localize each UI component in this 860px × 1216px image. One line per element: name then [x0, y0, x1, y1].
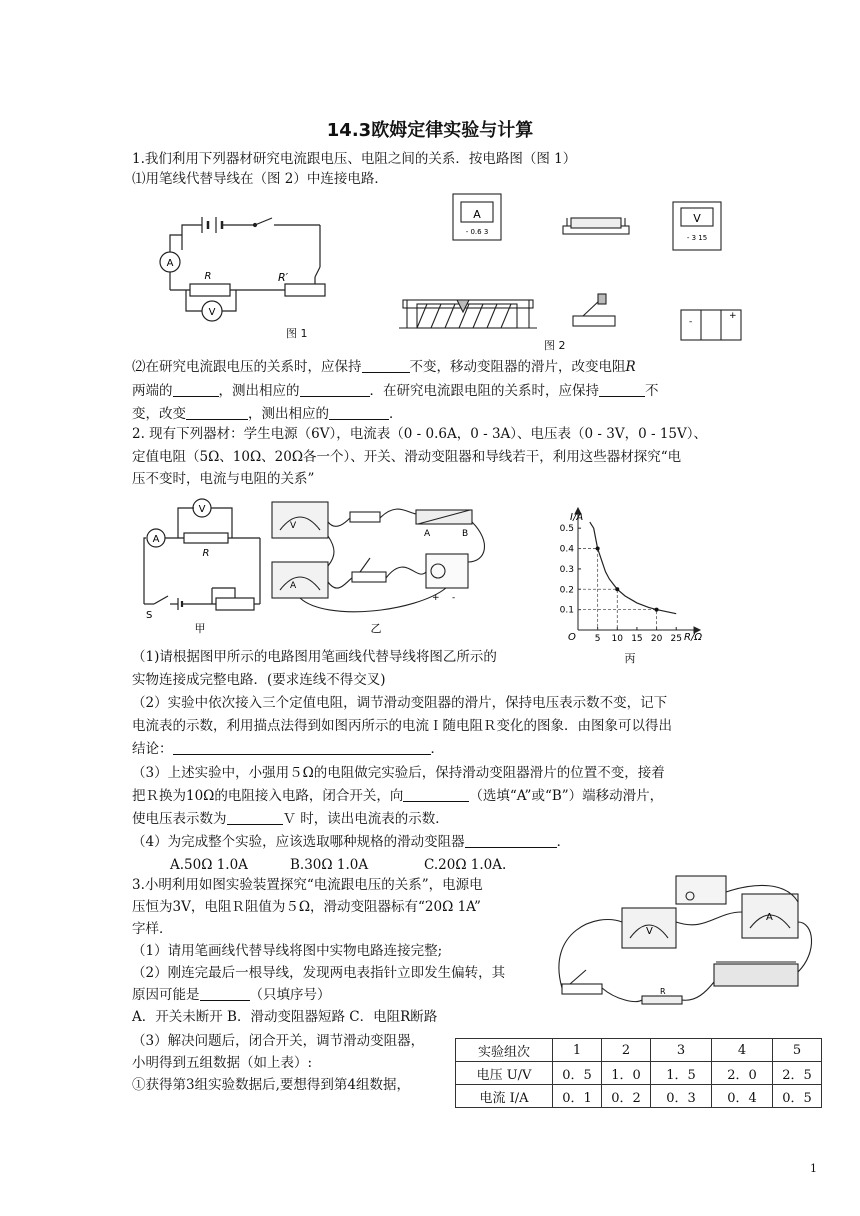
table-header-row: [456, 1039, 822, 1062]
chart-x-tick-label: 5: [594, 634, 601, 644]
fig2-voltmeter-scale: - 3 15: [686, 234, 708, 242]
q3-fig-voltmeter: V: [646, 926, 653, 937]
q3-s1: （1）请用笔画线代替导线将图中实物电路连接完整;: [132, 943, 443, 959]
chart-origin-label: O: [568, 632, 576, 643]
figure-1-circuit: [150, 215, 330, 325]
q2-line2: 定值电阻（5Ω、10Ω、20Ω各一个）、开关、滑动变阻器和导线若干，利用这些器材探究“电: [132, 449, 682, 465]
q2-s2-line3: 结论： ．: [132, 741, 444, 757]
yi-minus-label: -: [452, 593, 456, 603]
fig2-ammeter-scale: - 0.6 3: [465, 228, 489, 236]
chart-data-point: [596, 547, 600, 551]
yi-a-label: A: [424, 529, 431, 539]
q3-s2-line1: （2）刚连完最后一根导线，发现两电表指针立即发生偏转，其: [132, 965, 506, 981]
table-cell: 1: [553, 1039, 602, 1062]
q3-s3-line3: ①获得第3组实验数据后,要想得到第4组数据，: [132, 1077, 410, 1093]
chart-y-tick-label: 0.4: [559, 544, 574, 555]
q2-line1: 2. 现有下列器材：学生电源（6V），电流表（0 - 0.6A，0 - 3A）、电压表（0 - 3V，0 - 15V）、: [132, 426, 708, 442]
q3-s2-line2: 原因可能是 （只填序号）: [132, 987, 331, 1003]
fig1-voltmeter-label: V: [208, 307, 216, 318]
figure-jia-circuit: [132, 496, 268, 636]
table-cell: 0．1: [553, 1085, 602, 1108]
yi-ammeter-label: A: [290, 581, 297, 591]
fig1-resistor-label: R: [204, 271, 212, 282]
q2-option-c: C.20Ω 1.0A.: [424, 857, 507, 873]
q2-s2-line2: 电流表的示数，利用描点法得到如图丙所示的电流Ｉ随电阻Ｒ变化的图象．由图象可以得出: [132, 718, 672, 734]
q2-s3-line2: 把Ｒ换为10Ω的电阻接入电路，闭合开关，向 （选填“A”或“B”）端移动滑片，: [132, 788, 664, 804]
chart-x-tick-label: 25: [670, 634, 682, 644]
table-row: [456, 1062, 822, 1085]
chart-y-tick-label: 0.1: [559, 605, 574, 616]
yi-voltmeter-label: V: [290, 521, 297, 531]
answer-blank[interactable]: [362, 358, 410, 373]
table-cell: 电流 I/A: [456, 1085, 553, 1108]
fig1-rheostat-label: R′: [278, 271, 289, 284]
yi-plus-label: +: [432, 593, 440, 603]
q2-option-b: B.30Ω 1.0A: [290, 857, 369, 873]
jia-ammeter-label: A: [152, 534, 160, 545]
yi-b-label: B: [462, 529, 469, 539]
jia-resistor-label: R: [202, 548, 210, 559]
q3-fig-ammeter: A: [766, 912, 773, 923]
chart-data-point: [615, 587, 619, 591]
jia-voltmeter-label: V: [198, 504, 206, 515]
table-cell: 2: [602, 1039, 651, 1062]
answer-blank[interactable]: [300, 382, 370, 397]
q3-fig-resistor: R: [660, 987, 666, 996]
bing-caption: 丙: [624, 652, 636, 665]
table-cell: 3: [651, 1039, 712, 1062]
answer-blank[interactable]: [173, 740, 431, 755]
fig1-ammeter-label: A: [166, 258, 174, 269]
q2-s4-line1: （4）为完成整个实验，应该选取哪种规格的滑动变阻器 ．: [132, 834, 571, 850]
answer-blank[interactable]: [200, 986, 250, 1001]
answer-blank[interactable]: [403, 787, 469, 802]
table-cell: 1．0: [602, 1062, 651, 1085]
table-cell: 0．4: [712, 1085, 773, 1108]
table-cell: 电压 U/V: [456, 1062, 553, 1085]
fig2-battery-minus: -: [689, 317, 693, 327]
answer-blank[interactable]: [329, 405, 389, 420]
table-cell: 1．5: [651, 1062, 712, 1085]
q1-line1: 1.我们利用下列器材研究电流跟电压、电阻之间的关系．按电路图（图 1）: [132, 151, 577, 167]
chart-x-tick-label: 10: [611, 634, 624, 644]
answer-blank[interactable]: [186, 405, 248, 420]
chart-xlabel: R/Ω: [684, 632, 702, 643]
chart-y-tick-label: 0.5: [559, 524, 574, 535]
table-cell: 5: [773, 1039, 822, 1062]
chart-data-point: [655, 608, 659, 612]
chart-series-curve: [590, 522, 676, 614]
chart-ylabel: I/A: [570, 512, 584, 523]
fig2-battery-plus: +: [729, 311, 737, 321]
q2-s3-line1: （3）上述实验中，小强用５Ω的电阻做完实验后，保持滑动变阻器滑片的位置不变，接着: [132, 765, 665, 781]
figure-q3-apparatus: [556, 872, 818, 1022]
yi-caption: 乙: [370, 622, 382, 635]
table-cell: 0．3: [651, 1085, 712, 1108]
q1-part2-line3: 变，改变 ，测出相应的 ．: [132, 406, 403, 422]
fig1-caption: 图 1: [286, 327, 308, 340]
chart-x-tick-label: 20: [650, 634, 663, 644]
fig2-voltmeter-label: V: [693, 212, 701, 225]
table-cell: 4: [712, 1039, 773, 1062]
table-cell: 0．2: [602, 1085, 651, 1108]
q1-part2-line2: 两端的 ，测出相应的 ．在研究电流跟电阻的关系时，应保持 不: [132, 383, 659, 399]
answer-blank[interactable]: [227, 810, 283, 825]
q3-line1: 3.小明利用如图实验装置探究“电流跟电压的关系”，电源电: [132, 877, 483, 893]
answer-blank[interactable]: [465, 833, 557, 848]
q3-line3: 字样．: [132, 921, 173, 937]
jia-caption: 甲: [194, 622, 206, 635]
q3-s3-line1: （3）解决问题后，闭合开关，调节滑动变阻器，: [132, 1033, 425, 1049]
q2-s1-line2: 实物连接成完整电路．(要求连线不得交叉): [132, 672, 386, 688]
q3-s3-line2: 小明得到五组数据（如上表）:: [132, 1055, 313, 1071]
figure-yi-apparatus: [266, 492, 502, 636]
chart-y-tick-label: 0.3: [559, 564, 574, 575]
q3-s2-options: A．开关未断开 B．滑动变阻器短路 C．电阻R断路: [132, 1009, 438, 1025]
fig2-caption: 图 2: [544, 339, 566, 352]
page-number: 1: [810, 1162, 817, 1175]
q3-line2: 压恒为3V，电阻Ｒ阻值为５Ω，滑动变阻器标有“20Ω 1A”: [132, 899, 481, 915]
chart-x-tick-label: 15: [631, 634, 643, 644]
q1-part2-line1: ⑵在研究电流跟电压的关系时，应保持 不变，移动变阻器的滑片，改变电阻R: [132, 359, 636, 375]
fig2-ammeter-label: A: [473, 208, 481, 221]
q2-s3-line3: 使电压表示数为 Ｖ 时，读出电流表的示数．: [132, 811, 449, 827]
q2-s2-line1: （2）实验中依次接入三个定值电阻，调节滑动变阻器的滑片，保持电压表示数不变，记下: [132, 695, 668, 711]
table-cell: 0．5: [773, 1085, 822, 1108]
answer-blank[interactable]: [599, 382, 645, 397]
table-cell: 2．5: [773, 1062, 822, 1085]
figure-bing-chart: [548, 500, 718, 670]
figure-2-components: [395, 188, 755, 348]
q2-s1-line1: （1)请根据图甲所示的电路图用笔画线代替导线将图乙所示的: [132, 649, 497, 665]
table-cell: 2．0: [712, 1062, 773, 1085]
q1-line2: ⑴用笔线代替导线在（图 2）中连接电路．: [132, 171, 388, 187]
chart-y-tick-label: 0.2: [559, 585, 574, 596]
q2-line3: 压不变时，电流与电阻的关系”: [132, 471, 315, 487]
q2-option-a: A.50Ω 1.0A: [170, 857, 248, 873]
q3-data-table: [455, 1038, 822, 1108]
table-row: [456, 1085, 822, 1108]
page-title: 14.3欧姆定律实验与计算: [326, 120, 534, 141]
table-cell: 0．5: [553, 1062, 602, 1085]
jia-switch-label: S: [146, 610, 153, 621]
answer-blank[interactable]: [173, 382, 219, 397]
table-cell: 实验组次: [456, 1039, 553, 1062]
